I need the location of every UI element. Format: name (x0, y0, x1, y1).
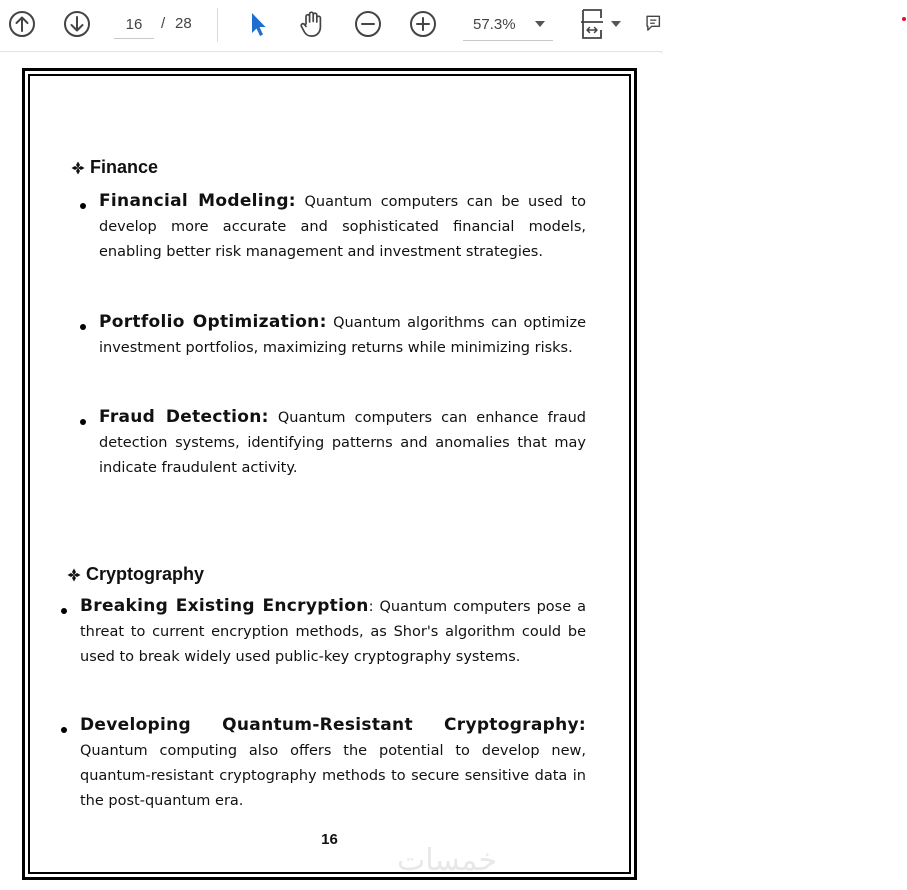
zoom-value: 57.3% (473, 16, 516, 33)
page-number: 16 (321, 831, 338, 848)
pdf-page (22, 68, 637, 880)
pointer-icon (246, 10, 270, 38)
bullet-icon (61, 727, 67, 733)
diamond-bullet-icon (66, 567, 82, 583)
item-text: Quantum computing also offers the potential to develop new, quantum-resistant cryptography methods to secure sensitive data in the post-quantum era. (80, 743, 586, 809)
bullet-icon (80, 419, 86, 425)
toolbar (0, 0, 662, 52)
page-number-input[interactable] (114, 11, 154, 39)
comment-button[interactable] (644, 8, 662, 40)
toolbar-divider (217, 8, 218, 42)
fit-page-button[interactable] (577, 8, 607, 40)
select-tool-button[interactable] (243, 8, 273, 40)
zoom-select[interactable] (463, 11, 553, 41)
item-term: Financial Modeling: (99, 191, 296, 211)
comment-icon (644, 10, 662, 38)
fit-options-chevron-icon[interactable] (611, 21, 621, 27)
zoom-in-icon (409, 10, 437, 38)
zoom-in-button[interactable] (408, 8, 438, 40)
section-heading-cryptography (66, 564, 204, 585)
list-item (99, 310, 586, 361)
list-item (80, 713, 586, 814)
bullet-icon (80, 203, 86, 209)
previous-page-button[interactable] (7, 8, 37, 40)
zoom-out-button[interactable] (353, 8, 383, 40)
list-item (99, 189, 586, 265)
arrow-up-circle-icon (8, 10, 36, 38)
item-text: : Quantum computers pose a threat to current encryption methods, as Shor's algorithm could be used to break widely used public-key cryptography systems. (80, 599, 586, 665)
hand-icon (297, 9, 327, 39)
list-item (80, 594, 586, 670)
chevron-down-icon (535, 21, 545, 27)
document-viewport[interactable] (0, 53, 662, 890)
page-separator: / (161, 15, 166, 32)
section-heading-text: Finance (90, 157, 159, 177)
arrow-down-circle-icon (63, 10, 91, 38)
section-heading-text: Cryptography (86, 564, 205, 584)
fit-page-icon (579, 8, 605, 40)
diamond-bullet-icon (70, 160, 86, 176)
list-item (99, 405, 586, 481)
item-term: Breaking Existing Encryption (80, 596, 369, 616)
item-term: Developing Quantum-Resistant Cryptography: (80, 715, 586, 735)
item-text: Quantum computers can enhance fraud detection systems, identifying patterns and anomalies that may indicate fraudulent activity. (99, 410, 587, 476)
item-text: Quantum computers can be used to develop more accurate and sophisticated financial models, enabling better risk management and investment strategies. (99, 194, 586, 260)
item-text: Quantum algorithms can optimize investment portfolios, maximizing returns while minimizing risks. (99, 315, 586, 356)
section-heading-finance (70, 157, 158, 178)
zoom-out-icon (354, 10, 382, 38)
next-page-button[interactable] (62, 8, 92, 40)
hand-tool-button[interactable] (297, 8, 327, 40)
bullet-icon (61, 608, 67, 614)
watermark: خمسات (397, 843, 498, 878)
item-term: Fraud Detection: (99, 407, 269, 427)
item-term: Portfolio Optimization: (99, 312, 327, 332)
bullet-icon (80, 324, 86, 330)
page-total: 28 (175, 15, 192, 32)
notification-dot (902, 17, 906, 21)
